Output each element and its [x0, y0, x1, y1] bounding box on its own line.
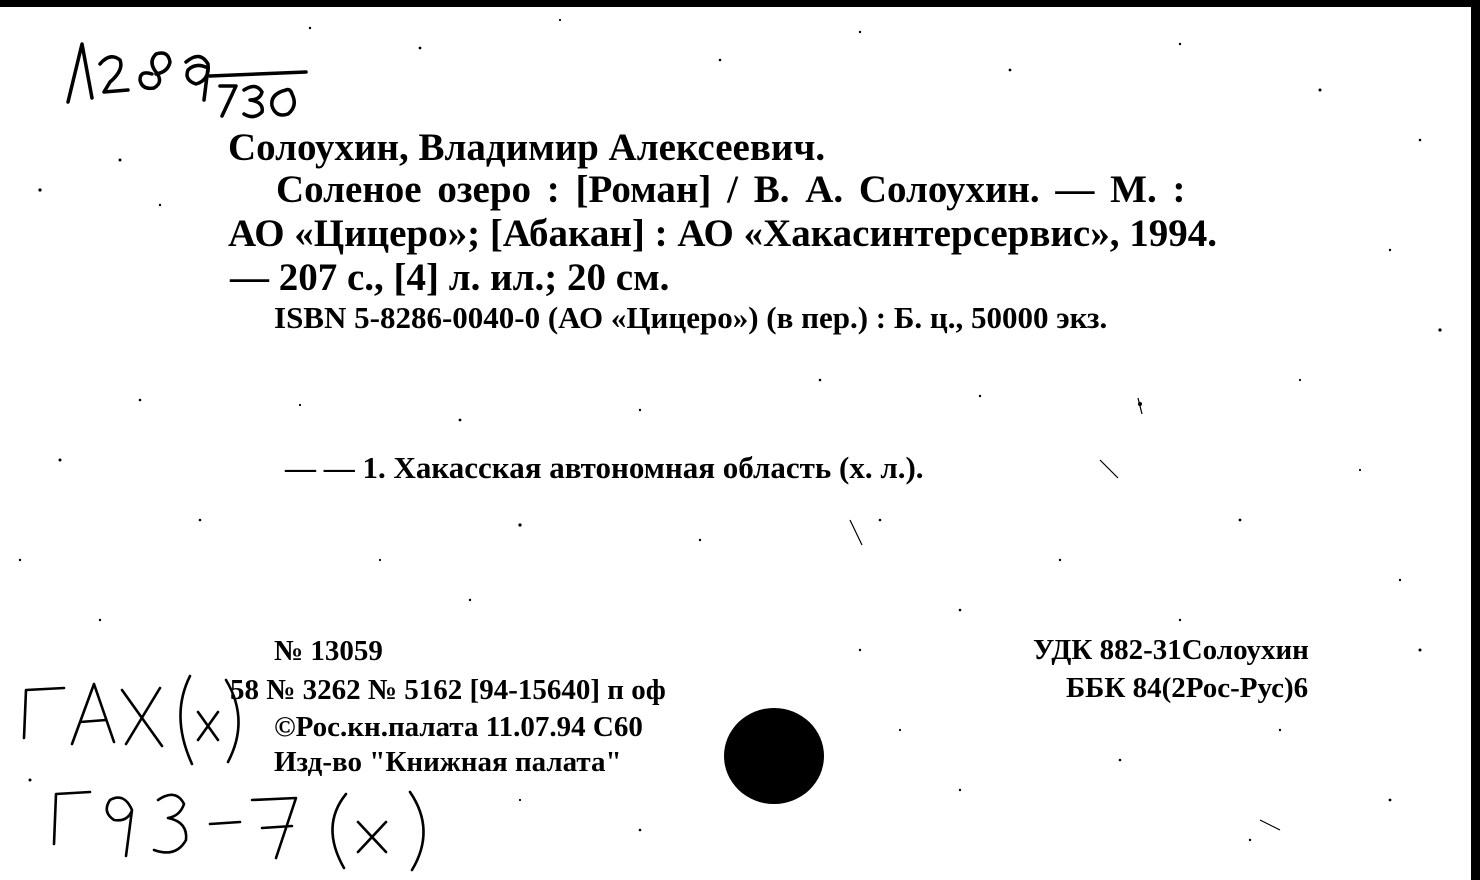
publication-statement: АО «Цицеро»; [Абакан] : АО «Хакасинтерсервис», 1994.	[228, 212, 1217, 255]
handwritten-code-gax	[14, 660, 254, 770]
physical-description: — 207 с., [4] л. ил.; 20 см.	[230, 256, 670, 299]
udk-code: УДК 882-31Солоухин	[1033, 634, 1309, 666]
ink-blot	[724, 708, 824, 804]
copyright-line: ©Рос.кн.палата 11.07.94 С60	[274, 711, 643, 743]
handwritten-code-g93	[40, 770, 440, 875]
isbn-statement: ISBN 5-8286-0040-0 (АО «Цицеро») (в пер.) : Б. ц., 50000 экз.	[274, 300, 1108, 335]
registration-numbers: 58 № 3262 № 5162 [94-15640] п оф	[230, 674, 666, 706]
author-heading: Солоухин, Владимир Алексеевич.	[228, 126, 826, 169]
subject-heading: — — 1. Хакасская автономная область (х. л.).	[285, 450, 924, 485]
title-statement: Соленое озеро : [Роман] / В. А. Солоухин. — М. :	[276, 168, 1186, 211]
handwritten-shelfmark	[60, 24, 320, 124]
record-number: № 13059	[274, 635, 383, 667]
publisher-note: Изд-во "Книжная палата"	[274, 746, 622, 778]
bbk-code: ББК 84(2Рос-Рус)6	[1066, 672, 1309, 704]
